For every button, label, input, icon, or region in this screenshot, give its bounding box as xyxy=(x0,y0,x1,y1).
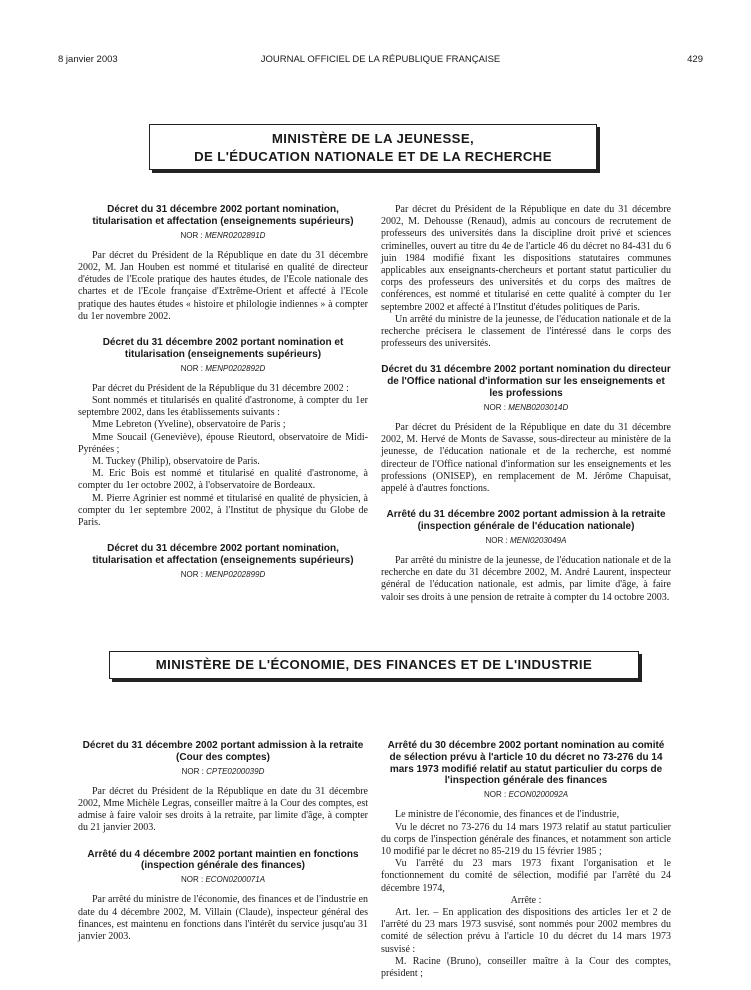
ministry-heading-economy xyxy=(109,651,639,679)
ministry-heading-line1: MINISTÈRE DE LA JEUNESSE, xyxy=(271,131,475,146)
ministry-heading-title: MINISTÈRE DE L'ÉCONOMIE, DES FINANCES ET DE L'INDUSTRIE xyxy=(155,657,593,672)
decree-title: Décret du 31 décembre 2002 portant admission à la retraite (Cour des comptes) xyxy=(82,740,364,763)
header-page-number: 429 xyxy=(687,54,703,65)
nor-reference: NOR : MENP0202899D xyxy=(180,569,266,579)
ministry-heading-line2: DE L'ÉDUCATION NATIONALE ET DE LA RECHERCHE xyxy=(194,149,552,164)
nor-reference: NOR : MENB0203014D xyxy=(483,402,569,412)
decree-paragraph: Par décret du Président de la République en date du 31 décembre 2002, M. Jan Houben est nommé et titularisé en qualité de directeur d'études de l'Ecole pratique des hautes études, de l'Ecole nationale des chartes et de l'Ecole française d'Extrême-Orient et affecté à l'Ecole pratique des hautes études « histoire et philologie indiennes » à compter du 1er novembre 2002. xyxy=(78,249,368,322)
decree-paragraph: M. Pierre Agrinier est nommé et titularisé en qualité de physicien, à compter du 1er septembre 2002, à l'Institut de physique du Globe de Paris. xyxy=(78,492,368,529)
decree-paragraph: Par arrêté du ministre de la jeunesse, de l'éducation nationale et de la recherche en date du 31 décembre 2002, M. André Laurent, inspecteur général de l'éducation nationale, est admis, par limite d'âge, à faire valoir ses droits à une pension de retraite à compter du 14 octobre 2003. xyxy=(381,555,671,603)
decree-paragraph: Par décret du Président de la République en date du 31 décembre 2002, Mme Michèle Legras, conseiller maître à la Cour des comptes, est admise à faire valoir ses droits à la retraite, par limite d'âge, à compter du 21 janvier 2003. xyxy=(78,785,368,834)
decree-title: Arrêté du 31 décembre 2002 portant admission à la retraite (inspection générale de l'éducation nationale) xyxy=(386,509,666,533)
decree-paragraph: Un arrêté du ministre de la jeunesse, de l'éducation nationale et de la recherche précisera le classement de l'intéressé dans le corps des professeurs des universités. xyxy=(381,313,671,350)
ministry-heading-education xyxy=(149,124,597,170)
column-right-bottom xyxy=(381,740,671,980)
decree-paragraph: Mme Lebreton (Yveline), observatoire de Paris ; xyxy=(92,419,286,431)
decree-paragraph: Mme Soucail (Geneviève), épouse Rieutord, observatoire de Midi-Pyrénées ; xyxy=(78,431,368,455)
decree-paragraph: Sont nommés et titularisés en qualité d'astronome, à compter du 1er septembre 2002, dans les établissements suivants : xyxy=(78,395,368,419)
column-left-bottom xyxy=(78,740,368,943)
decree-title: Arrêté du 4 décembre 2002 portant maintien en fonctions (inspection générale des finances) xyxy=(87,848,359,872)
decree-paragraph: Le ministre de l'économie, des finances et de l'industrie, xyxy=(395,809,620,821)
decree-article: Art. 1er. – En application des dispositions des articles 1er et 2 de l'arrêté du 23 mars 1973 susvisé, sont nommés pour 2002 membres du comité de sélection prévu à l'article 10 du décret du 14 mars 1973 susvisé : xyxy=(381,907,671,955)
nor-reference: NOR : MENI0203049A xyxy=(485,535,567,545)
decree-title: Décret du 31 décembre 2002 portant nomination et titularisation (enseignements supérieurs) xyxy=(102,337,344,360)
decree-paragraph: M. Tuckey (Philip), observatoire de Paris. xyxy=(92,456,260,468)
column-left-top xyxy=(78,204,368,589)
decree-title: Arrêté du 30 décembre 2002 portant nomination au comité de sélection prévu à l'article 10 du décret no 73-276 du 14 mars 1973 modifié relatif au statut particulier du corps de l'inspection générale des finances xyxy=(387,740,665,787)
nor-reference: NOR : MENR0202891D xyxy=(180,230,266,240)
decree-title: Décret du 31 décembre 2002 portant nomination, titularisation et affectation (enseignements supérieurs) xyxy=(92,204,354,227)
decree-paragraph: M. Racine (Bruno), conseiller maître à la Cour des comptes, président ; xyxy=(381,955,671,980)
nor-reference: NOR : CPTE0200039D xyxy=(181,766,265,776)
decree-paragraph: Par arrêté du ministre de l'économie, des finances et de l'industrie en date du 4 décembre 2002, M. Villain (Claude), inspecteur général des finances, est maintenu en fonctions dans l'intérêt du service jusqu'au 31 janvier 2003. xyxy=(78,894,368,943)
decree-paragraph: Par décret du Président de la République en date du 31 décembre 2002, M. Hervé de Monts de Savasse, sous-directeur au ministère de la jeunesse, de l'éducation nationale et de la recherche, est nommé directeur de l'Office national d'information sur les enseignements et les professions (ONISEP), en remplacement de M. Jérôme Chapuisat, appelé à d'autres fonctions. xyxy=(381,422,671,495)
decree-paragraph: M. Eric Bois est nommé et titularisé en qualité d'astronome, à compter du 1er octobre 2002, à l'observatoire de Bordeaux. xyxy=(78,468,368,492)
decree-arrete: Arrête : xyxy=(510,894,542,906)
header-journal-title: JOURNAL OFFICIEL DE LA RÉPUBLIQUE FRANÇAISE xyxy=(260,54,501,65)
decree-paragraph: Vu le décret no 73-276 du 14 mars 1973 relatif au statut particulier du corps de l'inspection générale des finances, et notamment son article 10 modifié par le décret no 85-219 du 15 février 1985 ; xyxy=(381,821,671,857)
header-date: 8 janvier 2003 xyxy=(58,54,118,65)
decree-title: Décret du 31 décembre 2002 portant nomination, titularisation et affectation (enseignements supérieurs) xyxy=(92,543,354,567)
page-header xyxy=(58,54,703,68)
decree-paragraph: Par décret du Président de la République du 31 décembre 2002 : xyxy=(92,382,349,394)
decree-title: Décret du 31 décembre 2002 portant nomination du directeur de l'Office national d'information sur les enseignements et les professions xyxy=(381,364,671,400)
decree-paragraph: Par décret du Président de la République en date du 31 décembre 2002, M. Dehousse (Renaud), admis au concours de recrutement de professeurs des universités dans la discipline droit privé et sciences criminelles, ouvert au titre du 4e de l'article 46 du décret no 84-431 du 6 juin 1984 modifié fixant les dispositions statutaires communes applicables aux enseignants-chercheurs et portant statut particulier du corps des professeurs des universités et du corps des maîtres de conférences, est nommé et titularisé en cette qualité à compter du 1er septembre 2002 et affecté à l'Institut d'études politiques de Paris. xyxy=(381,204,671,313)
decree-paragraph: Vu l'arrêté du 23 mars 1973 fixant l'organisation et le fonctionnement du comité de sélection, modifié par l'arrêté du 24 décembre 1974, xyxy=(381,858,671,894)
nor-reference: NOR : ECON0200092A xyxy=(483,790,569,800)
nor-reference: NOR : MENP0202892D xyxy=(180,363,266,373)
column-right-top xyxy=(381,204,671,604)
nor-reference: NOR : ECON0200071A xyxy=(180,875,266,885)
